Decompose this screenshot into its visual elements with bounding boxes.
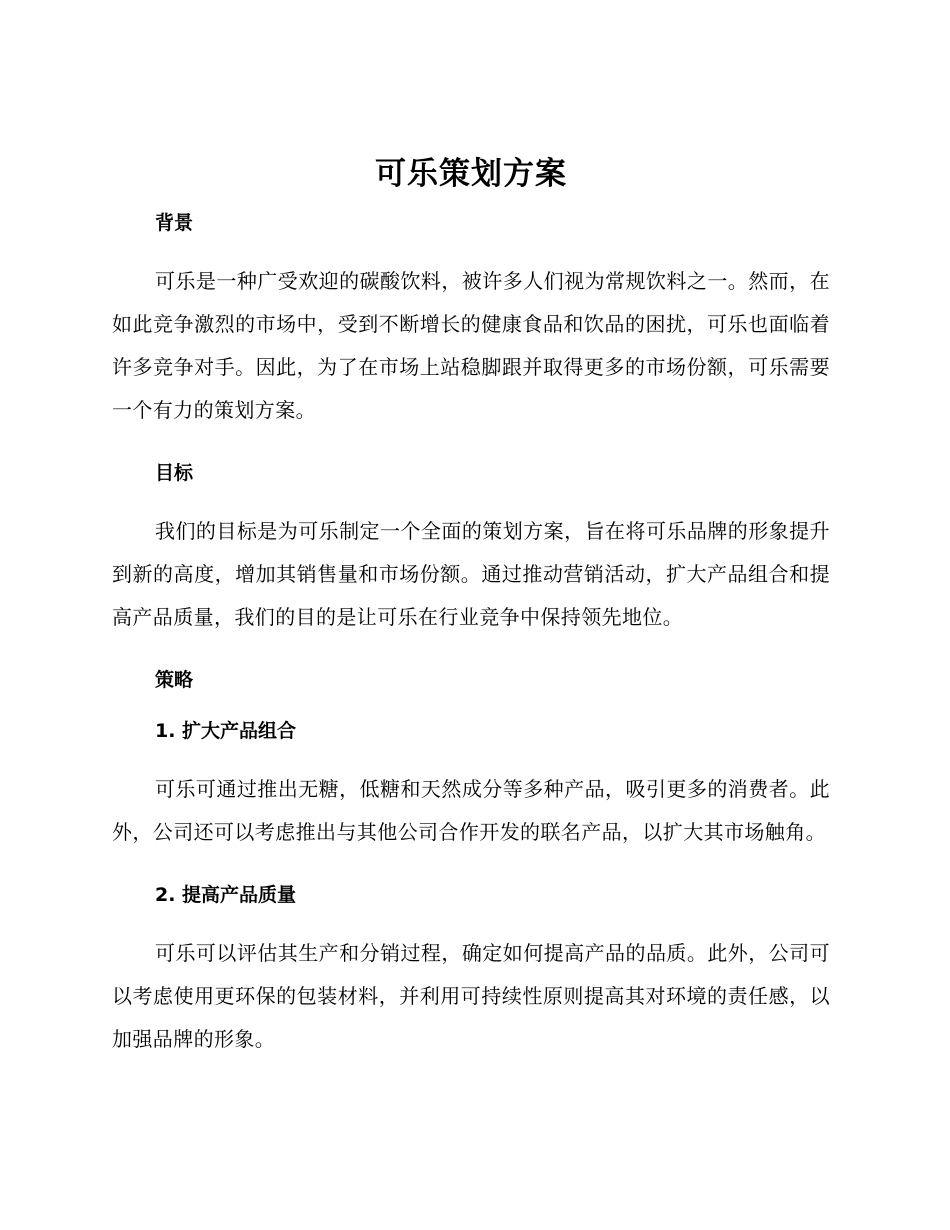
section-heading-improve-product-quality: 2. 提高产品质量 xyxy=(155,884,297,906)
section-heading-expand-product-portfolio: 1. 扩大产品组合 xyxy=(155,720,297,742)
section-heading-background: 背景 xyxy=(155,212,194,234)
section-paragraph-improve-product-quality: 可乐可以评估其生产和分销过程，确定如何提高产品的品质。此外，公司可以考虑使用更环保的包装材料，并利用可持续性原则提高其对环境的责任感，以加强品牌的形象。 xyxy=(112,941,830,1051)
document-title: 可乐策划方案 xyxy=(375,156,567,192)
section-paragraph-expand-product-portfolio: 可乐可通过推出无糖，低糖和天然成分等多种产品，吸引更多的消费者。此外，公司还可以考虑推出与其他公司合作开发的联名产品，以扩大其市场触角。 xyxy=(112,777,830,844)
section-heading-strategy: 策略 xyxy=(155,669,194,691)
section-paragraph-background: 可乐是一种广受欢迎的碳酸饮料，被许多人们视为常规饮料之一。然而，在如此竞争激烈的市场中，受到不断增长的健康食品和饮品的困扰，可乐也面临着许多竞争对手。因此，为了在市场上站稳脚跟并取得更多的市场份额，可乐需要一个有力的策划方案。 xyxy=(112,269,830,422)
section-paragraph-goal: 我们的目标是为可乐制定一个全面的策划方案，旨在将可乐品牌的形象提升到新的高度，增加其销售量和市场份额。通过推动营销活动，扩大产品组合和提高产品质量，我们的目的是让可乐在行业竞争中保持领先地位。 xyxy=(112,519,830,629)
section-heading-goal: 目标 xyxy=(155,462,194,484)
